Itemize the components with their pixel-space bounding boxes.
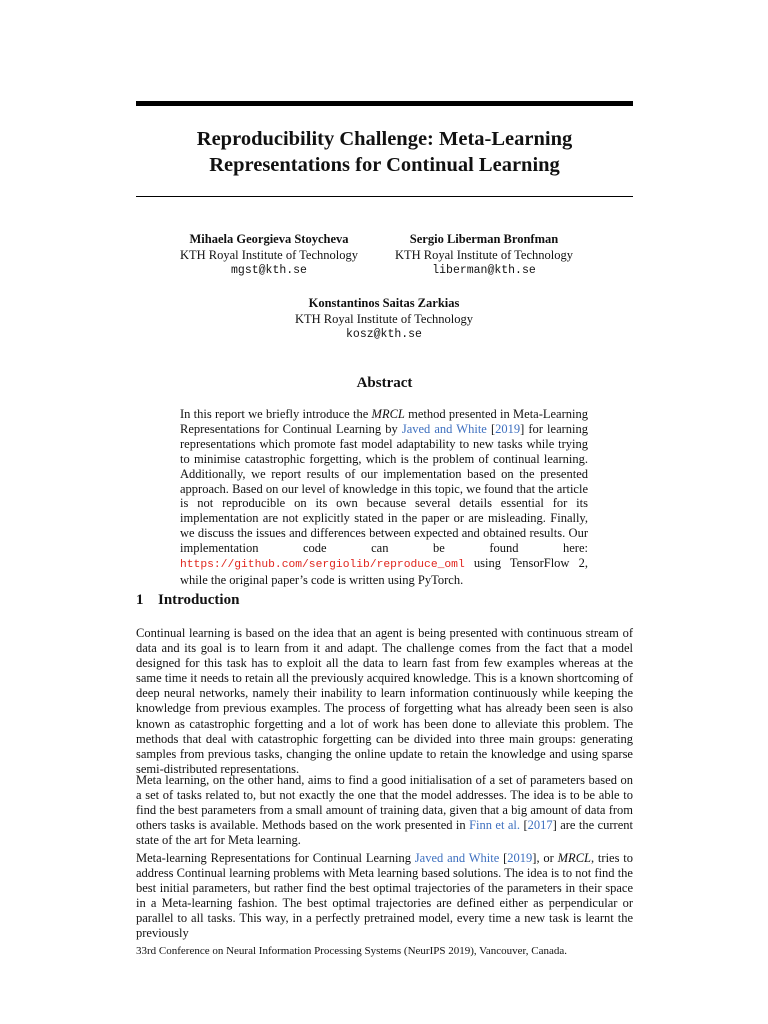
author-name: Mihaela Georgieva Stoycheva [189, 232, 349, 246]
author-affiliation: KTH Royal Institute of Technology [394, 247, 574, 262]
author-email[interactable]: kosz@kth.se [346, 328, 422, 341]
abstract-text: In this report we briefly introduce the MRCL method presented in Meta-Learning Representations for Continual Learning by Javed and White [2019] for learning representations which promote fast model adaptability to new tasks while trying to minimise catastrophic forgetting, which is the problem of continual learning. Additionally, we report results of our implementation based on the presented approach. Based on our level of knowledge in this topic, we found that the article is not reproducible on its own because several details essential for its implementation are not explicitly stated in the paper or are misleading. Finally, we discuss the issues and differences between expected and obtained results. Our implementation code can be found here: https://github.com/sergiolib/reproduce_oml using TensorFlow 2, while the original paper’s code is written using PyTorch. [180, 407, 589, 587]
author-affiliation: KTH Royal Institute of Technology [294, 311, 474, 326]
paragraph: Meta-learning Representations for Continual Learning Javed and White [2019], or MRCL, tries to address Continual learning problems with Meta learning based solutions. The idea is to not find the best initial parameters, but rather find the best optimal trajectories of the parameters in their space in a Meta-learning fashion. The best optimal trajectories are defined either as perpendicular or parallel to all tasks. This way, in a perfectly pretrained model, every time a new task is learnt the previously [136, 851, 634, 941]
paper-title: Reproducibility Challenge: Meta-Learning Representations for Continual Learning [196, 128, 573, 176]
repository-link[interactable]: https://github.com/sergiolib/reproduce_oml [180, 559, 465, 572]
author-block [264, 296, 504, 343]
method-name: MRCL [371, 407, 405, 421]
citation-year-link[interactable]: 2019 [507, 851, 533, 865]
section-number: 1 [136, 592, 144, 608]
author-email[interactable]: liberman@kth.se [432, 264, 536, 277]
author-name: Sergio Liberman Bronfman [409, 232, 559, 246]
paragraph: Continual learning is based on the idea that an agent is being presented with continuous stream of data and its goal is to learn from it and adapt. The challenge comes from the fact that a model designed for this task has to exploit all the data to learn fast from few examples whereas at the same time it needs to retain all the previously acquired knowledge. This is a known shortcoming of deep neural networks, namely their inability to learn information continuously while keeping the knowledge from previous examples. The process of forgetting what has already been seen is also known as catastrophic forgetting and a lot of work has been done to alleviate this problem. The methods that deal with catastrophic forgetting can be divided into three main groups: generating samples from previous tasks, changing the online update to retain the knowledge and using sparse semi-distributed representations. [136, 626, 633, 776]
citation-year-link[interactable]: 2017 [527, 818, 553, 833]
citation-year-link[interactable]: 2019 [495, 421, 521, 436]
title-top-rule [136, 101, 633, 106]
author-name: Konstantinos Saitas Zarkias [308, 296, 460, 310]
citation-link[interactable]: Finn et al. [469, 818, 521, 833]
footer-note: 33rd Conference on Neural Information Processing Systems (NeurIPS 2019), Vancouver, Canada. [136, 945, 568, 957]
author-email[interactable]: mgst@kth.se [231, 264, 307, 277]
paragraph: Meta learning, on the other hand, aims to find a good initialisation of a set of parameters based on a set of tasks related to, but not exactly the one that the model addresses. The idea is to be able to find the best parameters from a small amount of training data, given that a big amount of data from others tasks is available. Methods based on the work presented in Finn et al. [2017] are the current state of the art for Meta learning. [136, 773, 633, 848]
author-block [364, 232, 604, 279]
title-bottom-rule [136, 196, 633, 197]
abstract-heading: Abstract [356, 375, 413, 391]
method-name: MRCL [557, 851, 591, 865]
section-heading [136, 592, 239, 609]
author-block [149, 232, 389, 279]
author-affiliation: KTH Royal Institute of Technology [179, 247, 359, 262]
citation-link[interactable]: Javed and White [414, 851, 500, 865]
citation-link[interactable]: Javed and White [401, 421, 487, 436]
section-title: Introduction [158, 592, 240, 608]
